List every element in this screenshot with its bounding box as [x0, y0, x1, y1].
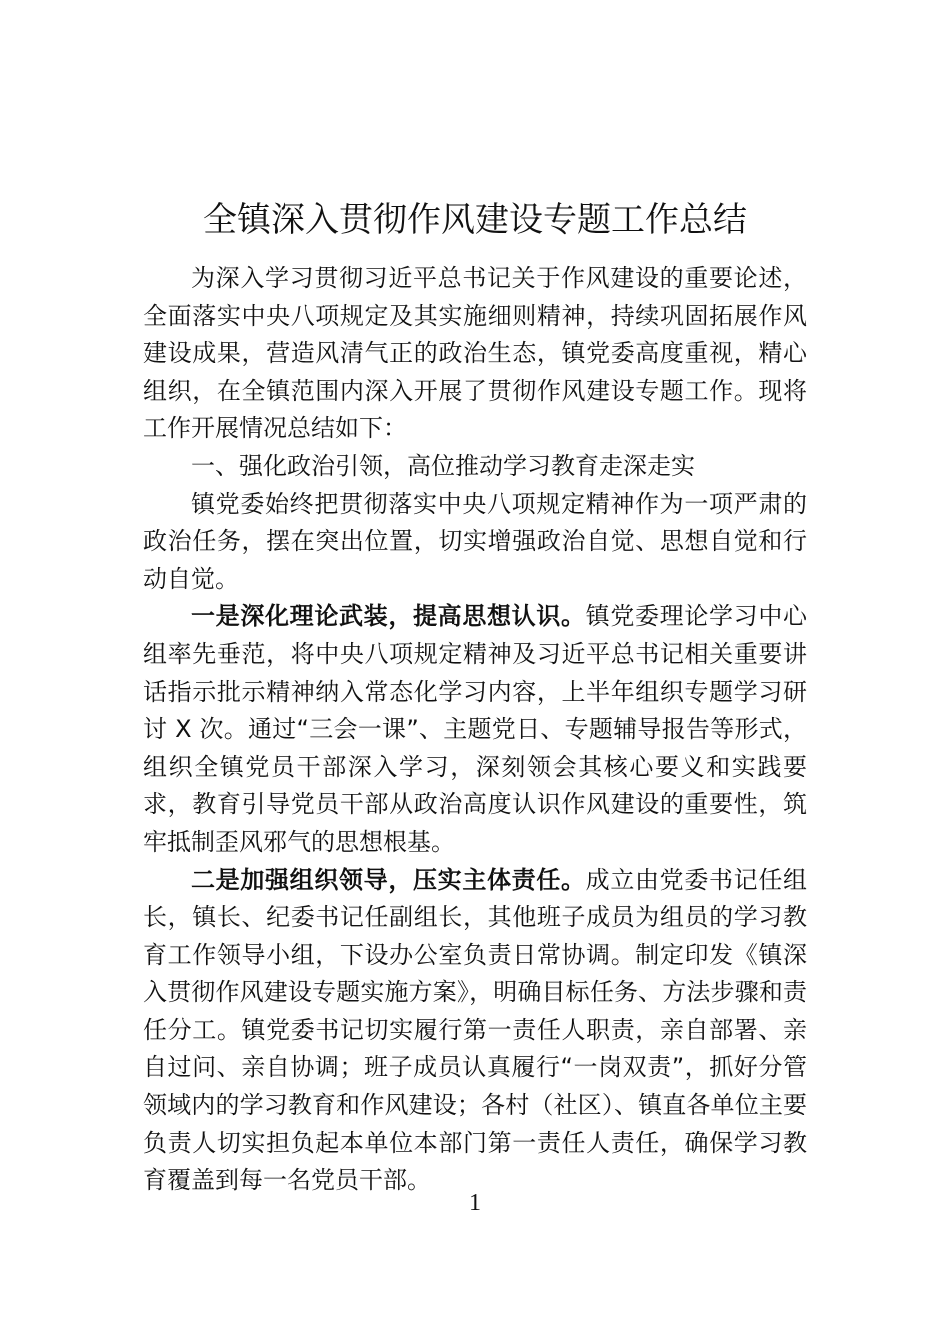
point-one-lead: 一是深化理论武装，提高思想认识。 [191, 602, 586, 631]
section-intro-paragraph: 镇党委始终把贯彻落实中央八项规定精神作为一项严肃的政治任务，摆在突出位置，切实增强政治自觉、思想自觉和行动自觉。 [143, 489, 807, 593]
intro-paragraph: 为深入学习贯彻习近平总书记关于作风建设的重要论述，全面落实中央八项规定及其实施细则精神，持续巩固拓展作风建设成果，营造风清气正的政治生态，镇党委高度重视，精心组织，在全镇范围内深入开展了贯彻作风建设专题工作。现将工作开展情况总结如下： [143, 264, 807, 443]
point-one-text: 镇党委理论学习中心组率先垂范，将中央八项规定精神及习近平总书记相关重要讲话指示批示精神纳入常态化学习内容，上半年组织专题学习研讨 X 次。通过“三会一课”、主题党日、专题辅导报告等形式，组织全镇党员干部深入学习，深刻领会其核心要义和实践要求，教育引导党员干部从政治高度认识作风建设的重要性，筑牢抵制歪风邪气的思想根基。 [143, 602, 808, 856]
document-body [143, 260, 807, 1200]
section-heading: 一、强化政治引领，高位推动学习教育走深走实 [191, 451, 695, 480]
document-title: 全镇深入贯彻作风建设专题工作总结 [203, 199, 747, 240]
point-one-paragraph [143, 598, 807, 861]
point-two-text: 成立由党委书记任组长，镇长、纪委书记任副组长，其他班子成员为组员的学习教育工作领导小组，下设办公室负责日常协调。制定印发《镇深入贯彻作风建设专题实施方案》，明确目标任务、方法步骤和责任分工。镇党委书记切实履行第一责任人职责，亲自部署、亲自过问、亲自协调；班子成员认真履行“一岗双责”，抓好分管领域内的学习教育和作风建设；各村（社区）、镇直各单位主要负责人切实担负起本单位本部门第一责任人责任，确保学习教育覆盖到每一名党员干部。 [143, 865, 808, 1195]
point-two-lead: 二是加强组织领导，压实主体责任。 [191, 865, 586, 894]
page-number: 1 [469, 1190, 481, 1216]
point-two-paragraph [143, 862, 807, 1200]
